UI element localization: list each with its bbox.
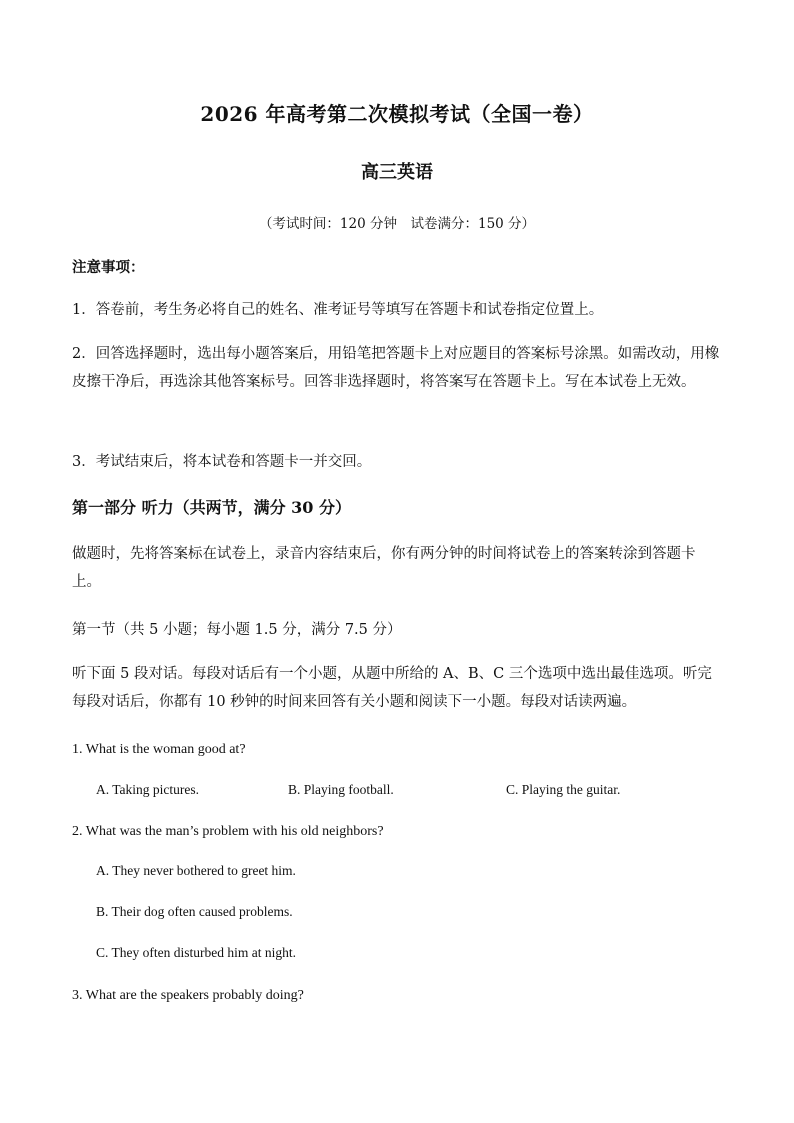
exam-time-score: （考试时间：120 分钟 试卷满分：150 分） xyxy=(258,216,536,232)
exam-title: 2026 年高考第二次模拟考试（全国一卷） xyxy=(200,102,594,126)
section1-instructions: 听下面 5 段对话。每段对话后有一个小题，从题中所给的 A、B、C 三个选项中选出最佳选项。听完每段对话后，你都有 10 秒钟的时间来回答有关小题和阅读下一小题。每段对话读两遍。 xyxy=(72,666,712,710)
part1-instructions: 做题时，先将答案标在试卷上，录音内容结束后，你有两分钟的时间将试卷上的答案转涂到答题卡上。 xyxy=(72,546,696,590)
part1-heading: 第一部分 听力（共两节，满分 30 分） xyxy=(72,498,351,517)
notes-heading: 注意事项： xyxy=(72,259,145,276)
section1-heading: 第一节（共 5 小题；每小题 1.5 分，满分 7.5 分） xyxy=(72,622,402,638)
question-1-option-c: C. Playing the guitar. xyxy=(506,782,621,797)
note-item-1: 1．答卷前，考生务必将自己的姓名、准考证号等填写在答题卡和试卷指定位置上。 xyxy=(72,302,604,318)
question-2-option-b-text: B. Their dog often caused problems. xyxy=(96,904,293,919)
question-3-stem: 3. What are the speakers probably doing? xyxy=(72,988,304,1003)
question-2-option-c-text: C. They often disturbed him at night. xyxy=(96,945,296,960)
question-1-options xyxy=(96,782,722,802)
question-2-option-a xyxy=(96,863,722,883)
question-1-option-b: B. Playing football. xyxy=(288,782,394,797)
exam-subject: 高三英语 xyxy=(361,162,433,183)
question-1-stem: 1. What is the woman good at? xyxy=(72,742,246,757)
question-1-option-a: A. Taking pictures. xyxy=(96,782,200,797)
question-2-option-b xyxy=(96,904,722,924)
question-2-stem: 2. What was the man’s problem with his old neighbors? xyxy=(72,824,384,839)
question-2-option-a-text: A. They never bothered to greet him. xyxy=(96,863,296,878)
note-item-2: 2．回答选择题时，选出每小题答案后，用铅笔把答题卡上对应题目的答案标号涂黑。如需改动，用橡皮擦干净后，再选涂其他答案标号。回答非选择题时，将答案写在答题卡上。写在本试卷上无效。 xyxy=(72,346,720,390)
note-item-3: 3．考试结束后，将本试卷和答题卡一并交回。 xyxy=(72,454,372,470)
question-2-option-c xyxy=(96,945,722,965)
